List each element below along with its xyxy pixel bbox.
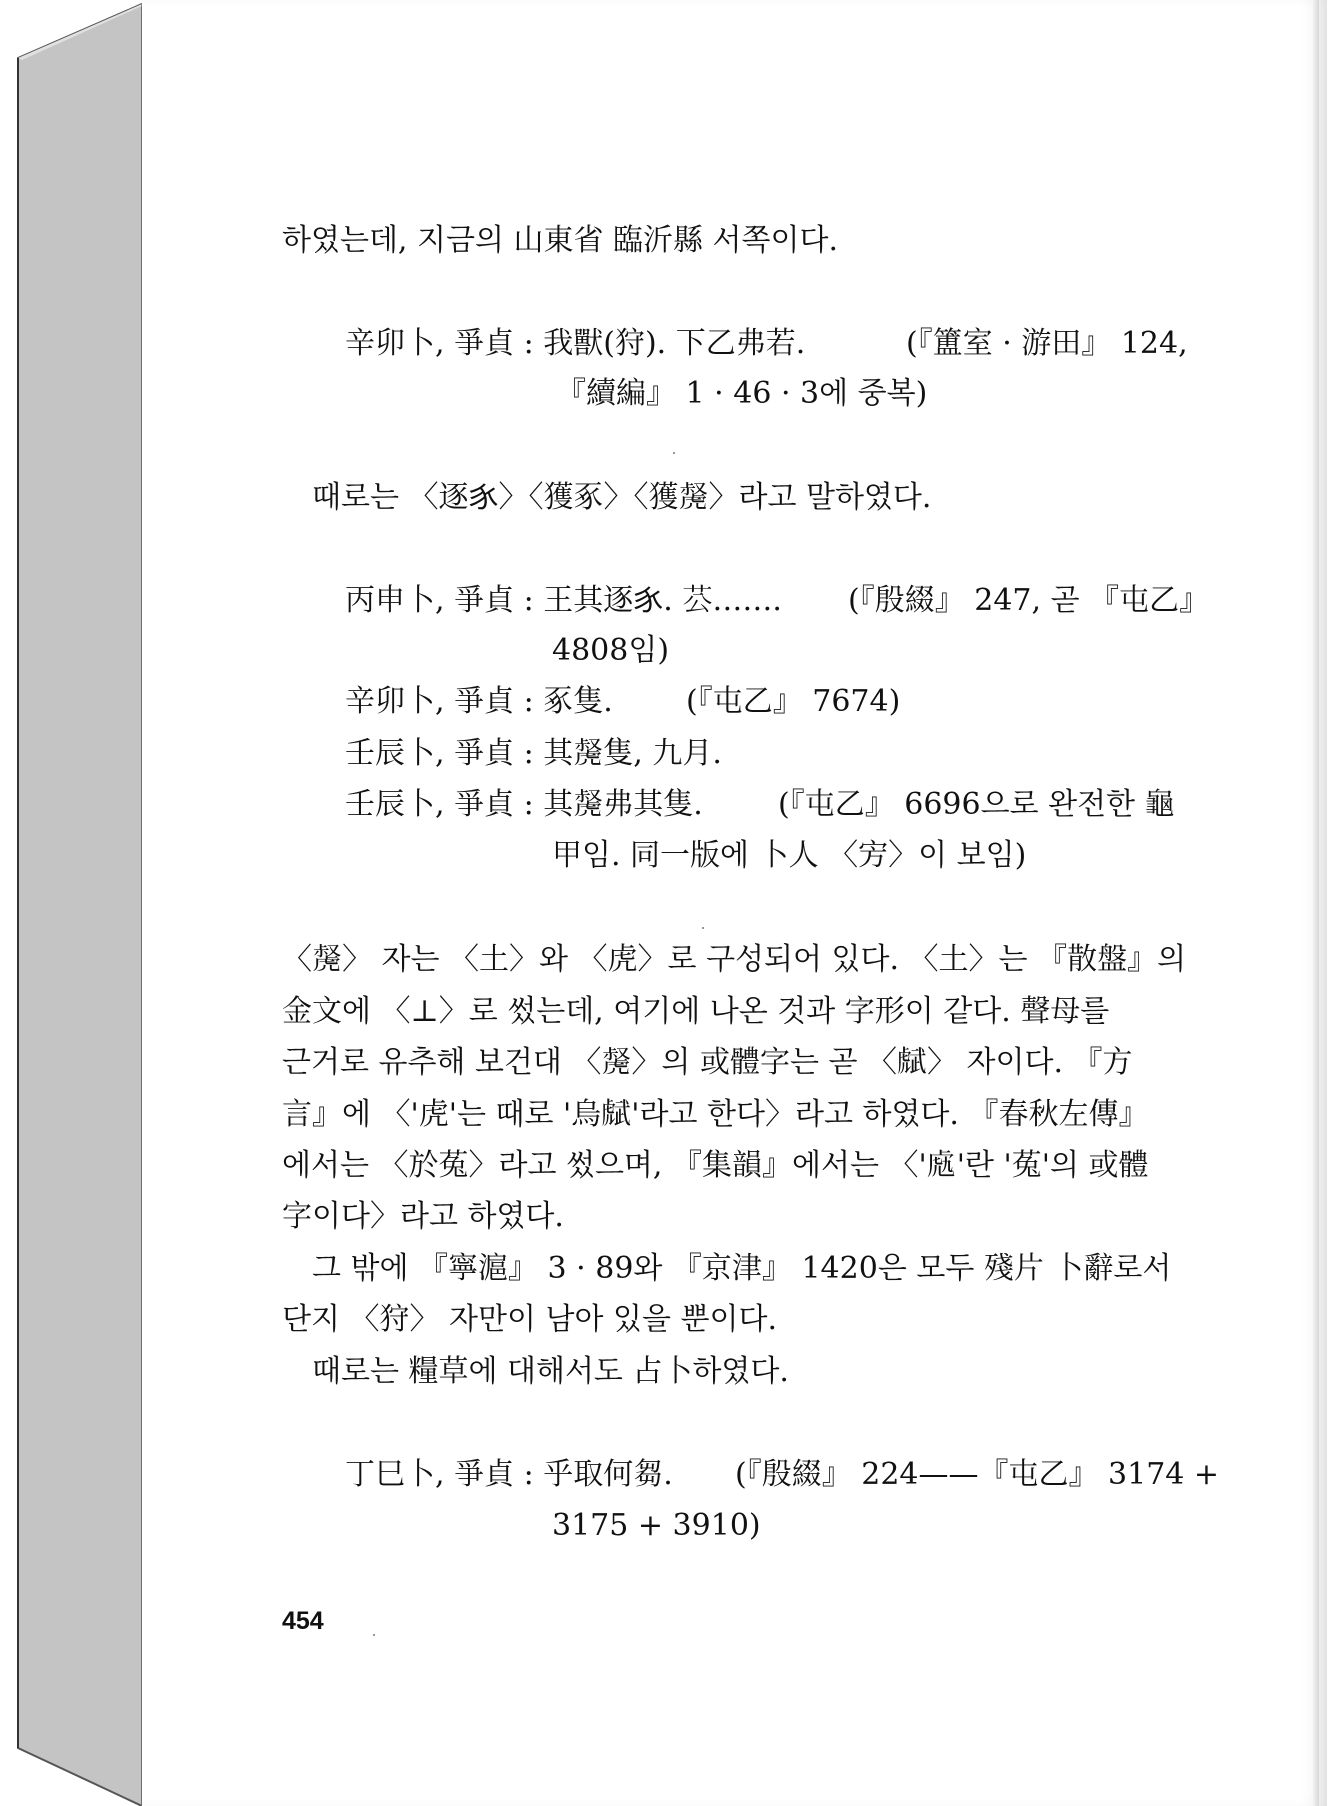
paragraph-line-3: 〈𧇝〉 자는 〈土〉와 〈虎〉로 구성되어 있다. 〈土〉는 『散盤』의 <box>282 942 1187 977</box>
book-spine <box>0 0 142 1806</box>
citation-2b: 4808임) <box>552 633 670 668</box>
paragraph-line-6: 言』에 〈'虎'는 때로 '烏𧇭'라고 한다〉라고 하였다. 『春秋左傳』 <box>282 1097 1149 1132</box>
paragraph-line-7: 에서는 〈於菟〉라고 썼으며, 『集韻』에서는 〈'𧆬'란 '菟'의 或體 <box>282 1148 1149 1183</box>
citation-5a: (『屯乙』 6696으로 완전한 龜 <box>778 787 1175 822</box>
page-number: 454 <box>282 1607 324 1635</box>
scan-speck <box>373 1634 375 1636</box>
citation-6a: (『殷綴』 224——『屯乙』 3174 + <box>735 1457 1220 1492</box>
scan-speck <box>702 927 704 929</box>
inscription-4: 壬辰卜, 爭貞 : 其𧇝隻, 九月. <box>345 736 722 771</box>
citation-5b: 甲임. 同一版에 卜人 〈㝑〉이 보임) <box>552 838 1027 873</box>
citation-2a: (『殷綴』 247, 곧 『屯乙』 <box>848 583 1210 618</box>
inscription-3: 辛卯卜, 爭貞 : 豖隻. <box>345 684 613 719</box>
scan-speck <box>673 452 675 454</box>
citation-1b: 『續編』 1 · 46 · 3에 중복) <box>556 376 928 411</box>
paragraph-line-9: 그 밖에 『寧滬』 3 · 89와 『京津』 1420은 모두 殘片 卜辭로서 <box>312 1251 1172 1286</box>
paragraph-line-4: 金文에 〈⊥〉로 썼는데, 여기에 나온 것과 字形이 같다. 聲母를 <box>282 994 1110 1029</box>
paragraph-line-1: 하였는데, 지금의 山東省 臨沂縣 서쪽이다. <box>282 223 838 258</box>
page-edge <box>1313 0 1319 1806</box>
citation-3: (『屯乙』 7674) <box>686 684 901 719</box>
paragraph-line-11: 때로는 糧草에 대해서도 占卜하였다. <box>312 1354 789 1389</box>
paragraph-line-8: 字이다〉라고 하였다. <box>282 1199 564 1234</box>
citation-6b: 3175 + 3910) <box>552 1508 761 1543</box>
inscription-5: 壬辰卜, 爭貞 : 其𧇝弗其隻. <box>345 787 703 822</box>
paragraph-line-5: 근거로 유추해 보건대 〈𧇝〉의 或體字는 곧 〈𧇭〉 자이다. 『方 <box>282 1045 1133 1080</box>
inscription-1: 辛卯卜, 爭貞 : 我獸(狩). 下乙弗若. <box>345 326 806 361</box>
paragraph-line-10: 단지 〈狩〉 자만이 남아 있을 뿐이다. <box>282 1302 777 1337</box>
citation-1a: (『簠室 · 游田』 124, <box>906 326 1188 361</box>
inscription-2: 丙申卜, 爭貞 : 王其逐𧰨. 𦬘……. <box>345 583 782 618</box>
paragraph-line-2: 때로는 〈逐𧰨〉〈獲豖〉〈獲𧇝〉라고 말하였다. <box>312 480 932 515</box>
inscription-6: 丁巳卜, 爭貞 : 乎取何芻. <box>345 1457 673 1492</box>
